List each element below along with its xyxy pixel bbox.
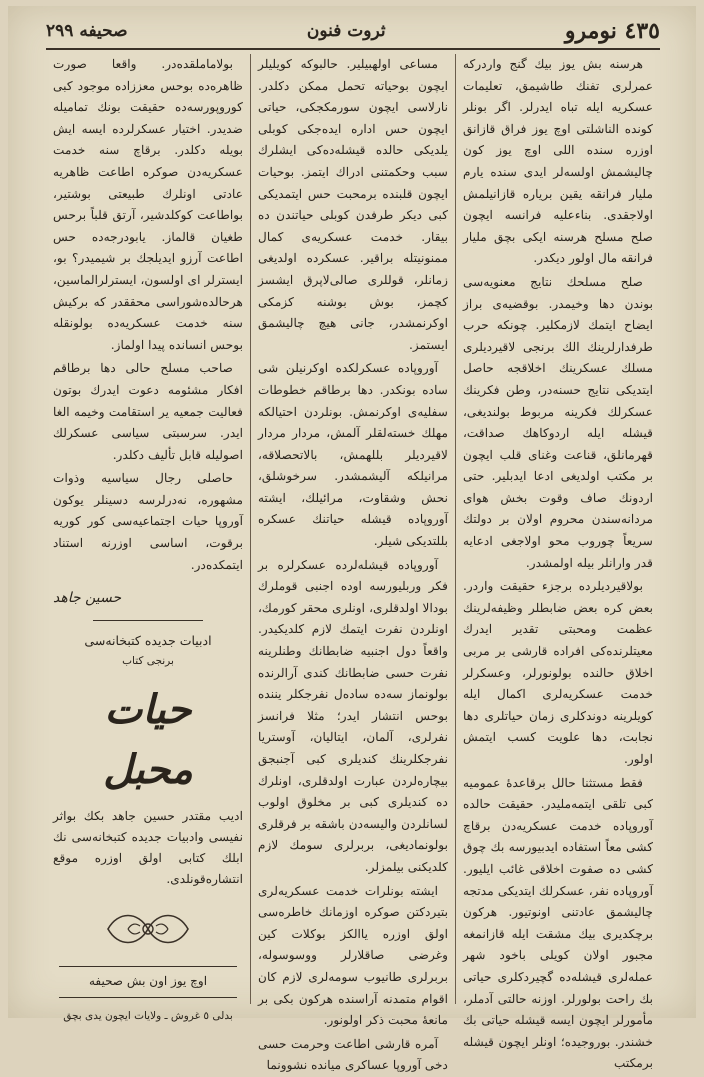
- column-right: [456, 54, 660, 1071]
- paragraph: صلح مسلحك نتايج معنويه‌سى بوندن دها وخيمدر. بوقضيه‌ى براز ايضاح ايتمك لازمكلير. چونكه حرب طرفدارلرينك الك برنجى لاقيرديلرى مسلك عسكرينك اخلاقجه حاصل ايتديكى نتايج حسنه‌در، وطن فكرينك عسكرلك فكرينه مربوط بولنديغى، قيشله ايله اردوكاهك صداقت، قهرمانلق، قناعت وغناى قلب ايچون بر مكتب اولديغى ادعا ايدبلير. حتى اردونك صاف وقوت بخش هواى مردانه‌سندن محروم اولان بر دولتك سريعاً چوروب محو اولاجغى ادعايه قدر وارانلر بيله اولمشدر.: [463, 274, 653, 570]
- text-columns: [46, 54, 660, 1073]
- ad-publisher-line: ادبيات جديده كتبخانه‌سى: [84, 632, 212, 648]
- newspaper-page: [8, 6, 696, 1073]
- paragraph: ايشته بونلرات خدمت عسكريه‌لرى بتيردكتن صوكره اوزمانك خاطره‌سى اولق اوزره ياالكز بوكلات كين وغرضى صاقلارلر ووسوسوله، بربرلرى طانيوب سومه‌لرى لازم كان اقوام متمدنه آراسنده هركون بكى بر مانعهٔ محبت ذكر اولونور.: [258, 883, 448, 1028]
- page-header: [46, 14, 660, 50]
- ad-page-count: اوچ يوز اون بش صحيفه: [59, 966, 237, 998]
- issue-number: ٤٣٥ نومرو: [564, 18, 660, 44]
- paragraph: صاحب مسلح حالى دها برطاقم افكار مشئومه دعوت ايدرك بوتون فعاليت جمعيه ير استقامت وخيمه الغا ايدر. سرسبتى سياسى عسكرلك اصوليله قابل تأليف دكلدر.: [53, 361, 243, 462]
- page-label: صحيفه ٢٩٩: [46, 21, 128, 41]
- paragraph: بولاقيرديلرده برجزء حقيقت واردر. بعض كره بعض ضابطلر وظيفه‌لرينك عظمت ومحبتى تقدير ايدرك معيتلرنده‌كى افراده قارشى بر مربى اخلاق حالنده بولونورلر، وعسكرلر خدمت عسكريه‌لرى اكمال ايله كويلرينه دوندكلرى زمان حياتلرى دها نجابت، دها علويت كسب ايتمش اولور.: [463, 579, 653, 766]
- paragraph: فقط مستثنا حالل برقاعدهٔ عموميه كبى تلقى ايتمه‌مليدر. حقيقت حالده آوروپاده خدمت عسكريه‌دن برقاچ كشى معاً استفاده ايدبيورسه بك چوق كشى ده صفوت اخلاقى غائب ايليور. آوروپاده نفر، عسكرلك ايتديكى مدتجه چاليشمق عادتنى اونوتيور. هركون برچكديرى بيك مشقت ايله قازانمغه مجبور اولان كويلى باخود شهر عمله‌لرى قيشله‌ده گچيردكلرى حياتى بك راحت بولورلر. اوزنه حالتى آدملر، مأمورلر ايچون ايسه قيشله حياتى بك خشندر. بوروجيده؛ اونلر ايچون قيشله برمكتب: [463, 775, 653, 1071]
- floral-ornament-icon: [98, 906, 198, 952]
- paragraph: آمره قارشى اطاعت وحرمت حسى دخى آوروپا عساكرى ميانده نشوونما: [258, 1036, 448, 1073]
- paragraph: بولاماملقده‌در. واقعا صورت ظاهره‌ده بوحس معززاده موجود كبى كوروپورسه‌ده حقيقت بونك تماميله ضديدر. اختيار عسكرلرده ايسه ايش بويله دكلدر. برقاچ سنه خدمت عسكريه‌دن صوكره اطاعت ظاهريه عادتى اونلرك طبيعتى بوشتير، بواطاعت كوكلدشير، آرتق قلباً برحس طغيان قالماز. يابودرجه‌ده حس اطاعت آرزو ايديلجك بر شيميدر؟ بو، ايسترلر اى اولسون، ايسترلرالماسين، هرحالده‌شوراسى محققدر كه بركيش سنه خدمت عسكريه‌ده بولونقله بوحس انسانده پيدا اولماز.: [53, 57, 243, 352]
- ad-book-title: حيات محبل: [103, 686, 193, 794]
- ad-description: اديب مقتدر حسين جاهد بكك بواثر نفيسى وادبيات جديده كتبخانه‌سى نك ابلك كتابى اولق اوزره موقع انتشاره‌قونلدى.: [53, 809, 243, 887]
- paragraph: آوروپاده قيشله‌لرده عسكرلره بر فكر وربليورسه اوده اجنبى قوملرك بودالا اولدقلرى، اونلرى محقر كورمك، اونلردن نفرت ايتمك لازم كلديكيدر. واقعاً دول اجنبيه ضابطانك وطنلرينه نفرت حسى ضابطانك كندى آرالرنده بولونماز سه‌ده ساده‌ل نفرجكلر يننده بوحس انتشار ايدر؛ مثلا فرانسز نفرلرى، آلمان، ايتاليان، آوستريا نفرجكلرينك كنديلرى كبى آجنبجق بيچاره‌لردن عبارت اولدقلرى، اونلرك ده كنديلرى كبى بر مخلوق اولوب لسانلردن واليسه‌دن باشقه بر فرقلرى بولونماديغى، بربرلرى سومك لازم كلديكنى بيلمزلر.: [258, 557, 448, 874]
- paragraph: هرسنه بش يوز بيك گنج واردركه عمرلرى تفنك طاشيمق، تعليمات عسكريه ايله تباه ايدرلر. اگر بونلر كونده الناشلتى اوچ يوز فراق قازانق اوزره سنده اللى اوچ يوز كون چاليشمش اولسه‌لر ايدى سنده يارم مليار فرانقه يقين برياره قازانيلمش اولاجقدى. بناءعليه فرانسه ايچون صلح مسلح هرسنه ايكى بچق مليار فرانقه مال اولور ديكدر.: [463, 57, 653, 266]
- column-middle: [251, 54, 456, 1073]
- paragraph: حاصلى رجال سياسيه وذوات مشهوره، نه‌درلرسه دسينلر يوكون آوروپا حيات اجتماعيه‌سى كور كوريه برقوت، اساسى اوزرنه استناد ايتمكده‌در.: [53, 471, 243, 572]
- book-advertisement: [53, 631, 243, 1028]
- ad-price-line: بدلى ٥ غروش ـ ولايات ايچون يدى بچق: [63, 1010, 233, 1023]
- paragraph: مساعى اولهبيلير. حالبوكه كويليلر ايچون بوحياته تحمل ممكن دكلدر. نارلاسى ايچون سورمكجكى، حياتى ايچون حس اداره ايده‌جكى كوبلى يلديكى حالده قيشله‌ده‌كى ايشلرك سبب وحكمتنى ادراك ايتمز. بوحيات ايچون قلبنده برمحبت حس ايتمديكى كبى ديكر طرفدن كوبلى حياتندن ده بيقار. خدمت عسكريه‌ى كمال ممنونيتله براقير. عسكرده اولديغى زمانلر، قوللرى صالى‌لاپرق ايشسز كچمز، بوش بوشنه كزمكى اوكرنمشدر، جانى هيچ چاليشمق ايستمز.: [258, 57, 448, 352]
- author-signature: حسين جاهد: [53, 590, 122, 607]
- divider: [93, 620, 203, 621]
- journal-title: ثروت فنون: [306, 21, 386, 41]
- column-left: [46, 54, 251, 1023]
- ad-series-label: برنجى كتاب: [122, 654, 174, 667]
- paragraph: آوروپاده عسكرلكده اوكرنيلن شى ساده بونكدر. دها برطاقم خطوطات سفليه‌ى اوكرنمش. بونلردن احتيالكه مهلك خسته‌لقلر آلمش، مردار مردار لاقيرديلر بللهمش، بالاتحصلاقه، مرانيلكه آليشمشدر. سرخوشلق، نحش وشقاوت، مرائيلك، ايشته آوروپاده قيشله حياتنك عسكره بللتديكى شيلر.: [258, 361, 448, 549]
